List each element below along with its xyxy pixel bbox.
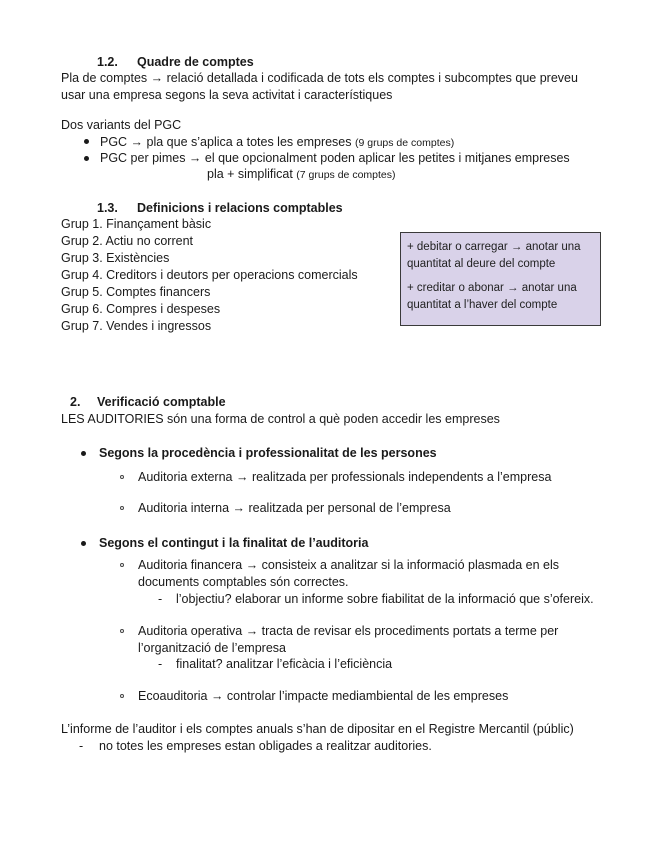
section-number-1-2: 1.2.	[97, 55, 118, 69]
dash-item-no-totes: no totes les empreses estan obligades a realitzar auditories.	[99, 739, 432, 753]
dash-marker: -	[79, 739, 84, 753]
sub-bullet-circle	[120, 475, 124, 479]
callout-line: + debitar o carregar → anotar una	[407, 241, 581, 253]
group-line-4: Grup 4. Creditors i deutors per operacions comercials	[61, 268, 358, 282]
list-item-auditoria-interna: Auditoria interna → realitzada per personal de l’empresa	[138, 501, 451, 515]
list-item-auditoria-externa: Auditoria externa → realitzada per professionals independents a l’empresa	[138, 470, 552, 484]
group-line-5: Grup 5. Comptes financers	[61, 285, 211, 299]
sub-bullet-circle	[120, 506, 124, 510]
section-intro: LES AUDITORIES són una forma de control a què poden accedir les empreses	[61, 412, 500, 426]
section-title-verificacio: Verificació comptable	[97, 395, 226, 409]
bullet-dot	[81, 541, 86, 546]
group-line-1: Grup 1. Finançament bàsic	[61, 217, 212, 231]
dash-marker: -	[158, 592, 163, 606]
bullet-dot	[84, 139, 89, 144]
list-item-pgc-pimes-continued	[207, 166, 396, 184]
group-line-6: Grup 6. Compres i despeses	[61, 302, 221, 316]
bullet-dot	[81, 451, 86, 456]
closing-paragraph: L’informe de l’auditor i els comptes anuals s’han de dipositar en el Registre Mercantil (públic)	[61, 722, 574, 736]
sub-bullet-circle	[120, 563, 124, 567]
list-item-ecoauditoria: Ecoauditoria → controlar l’impacte mediambiental de les empreses	[138, 689, 509, 703]
variants-intro: Dos variants del PGC	[61, 118, 182, 132]
group-line-7: Grup 7. Vendes i ingressos	[61, 319, 212, 333]
list-item-auditoria-financera-cont: documents comptables són correctes.	[138, 575, 349, 589]
pgc-text: PGC → pla que s’aplica a totes les empreses	[100, 135, 355, 149]
list-item-auditoria-operativa: Auditoria operativa → tracta de revisar els procediments portats a terme per	[138, 624, 559, 638]
dash-item-finalitat: finalitat? analitzar l’eficàcia i l’eficiència	[176, 657, 393, 671]
bullet-dot	[84, 156, 89, 161]
group-line-3: Grup 3. Existències	[61, 251, 170, 265]
paragraph-line: usar una empresa segons la seva activitat i característiques	[61, 88, 393, 102]
bullet-title-procedencia: Segons la procedència i professionalitat de les persones	[99, 446, 437, 460]
section-title-quadre-de-comptes: Quadre de comptes	[137, 55, 254, 69]
dash-item-objectiu: l’objectiu? elaborar un informe sobre fiabilitat de la informació que s’ofereix.	[176, 592, 594, 606]
section-number-2: 2.	[70, 395, 81, 409]
pimes-cont: pla + simplificat	[207, 167, 297, 181]
paragraph-line: Pla de comptes → relació detallada i codificada de tots els comptes i subcomptes que preveu	[61, 71, 578, 85]
callout-line: quantitat al deure del compte	[407, 258, 556, 270]
sub-bullet-circle	[120, 629, 124, 633]
pimes-note: (7 grups de comptes)	[296, 169, 396, 181]
callout-line: + creditar o abonar → anotar una	[407, 282, 577, 294]
pgc-note: (9 grups de comptes)	[354, 137, 455, 149]
group-line-2: Grup 2. Actiu no corrent	[61, 234, 194, 248]
bullet-title-contingut: Segons el contingut i la finalitat de l’auditoria	[99, 536, 369, 550]
definitions-callout-box	[400, 232, 601, 326]
section-title-definicions: Definicions i relacions comptables	[137, 201, 343, 215]
list-item-auditoria-operativa-cont: l’organització de l’empresa	[138, 641, 286, 655]
sub-bullet-circle	[120, 694, 124, 698]
dash-marker: -	[158, 657, 163, 671]
list-item-pgc-pimes: PGC per pimes → el que opcionalment poden aplicar les petites i mitjanes empreses	[100, 151, 570, 165]
section-number-1-3: 1.3.	[97, 201, 118, 215]
list-item-auditoria-financera: Auditoria financera → consisteix a analitzar si la informació plasmada en els	[138, 558, 560, 572]
callout-line: quantitat a l’haver del compte	[407, 299, 558, 311]
